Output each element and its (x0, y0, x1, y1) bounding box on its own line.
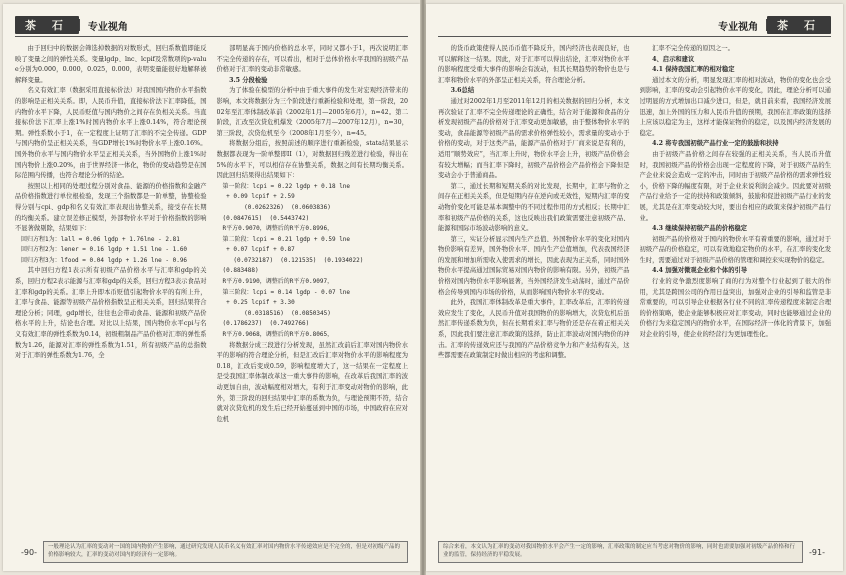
brand-tag: 茶 石 (15, 16, 79, 34)
equation: 回归方程2为：lener = 0.16 lgdp + 1.51 lne - 1.60 (21, 246, 188, 254)
footer-note: 综合来看，本文认为汇率的变动对我国物价水平会产生一定的影响，汇率政策的制定应当考虑对物价的影响，同时也需要加强对初级产品价格和行业的监管，保持经济的平稳发展。 (438, 541, 803, 563)
paragraph: 由于回归中的数据会筛选掉数据的对数形式，回归系数值即能反映了变量之间的弹性关系。变量lgdp、lnc、lcpif及常数项的p-value分别为0.000，0.000，0.025，0.000，表明变量能很好地解释被解释变量。 (15, 45, 207, 84)
paragraph: 的货币政策使得人民币币值不降反升，国内经济也表现良好，也可以解释这一结果。因此，对于汇率可以得出结论，汇率对物价水平的影响程度受重大事件的影响会有波动，但其长期趋势的物价也是与汇率和物价水平的外部呈正相关关系，符合理论分析。 (438, 45, 630, 84)
page-number: -91- (809, 547, 825, 557)
section-heading: 4.1 保持我国汇率的相对稳定 (652, 66, 735, 74)
paragraph: 第三，实证分析显示国内生产总值、外国物价水平的变化对国内物价影响有差异，国外物价水平、国内生产总值增加，代表我国经济的发展和增加所需收入使需求的增长，因此表现为正关系，同时国外物价水平提高通过国际贸易对国内物价的影响有限。另外，初级产品价格对国内物价水平影响显著，当外国经济发生动荡时，通过产品价格会传导到国内市场的价格，从而影响国内物价水平的变动。 (438, 235, 630, 296)
paragraph: 行业的竞争激烈度影响了商的行为对整个行业起到了很大的作用，尤其是跨国公司的作用日益突出，加强对企业的引导和监管是非常重要的，可以引导企业根据各行业不同的汇率传递程度来制定合理的价格策略，使企业能够积极应对汇率变动，同时也能够通过企业的价格行为来稳定国内的物价水平，在国际经济一体化的背景下，加强对企业的引导，使企业的经营行为更加理性化。 (639, 278, 831, 339)
equation: 第二阶段：lcpi = 0.21 lgdp + 0.59 lne + 0.07 lcpif + 0.87 (222, 235, 351, 254)
right-column-2 (640, 44, 832, 531)
paragraph: 汇率不完全传递的原因之一。 (652, 45, 734, 52)
left-page-footer (15, 541, 408, 563)
paragraph: 通过本文的分析，明显发现汇率的相对波动，物价的变化也会受到影响，汇率的变动会引起物价水平的变化，因此，理论分析可以通过明显的方式增加出口减少进口，但是，就目前来看，我国经济发展迅速，加上外国的压力和人民币升值的预期，我国在汇率政策的选择上应该以稳定为主，这样才能保证物价的稳定，以及国内经济发展的稳定。 (639, 76, 831, 137)
section-heading: 4.2 将专我国初级产品行业一定的鼓励和扶持 (652, 140, 779, 148)
section-heading: 4.3 继续保持初级产品的价格稳定 (652, 225, 748, 233)
paragraph: 为了体验在模型的分析中由于重大事件的发生对宏观经济带来的影响，本文将数据分为三个阶段进行重新检验和处理，第一阶段，2002年至汇率体制改革前（2002年1月—2005年6月），n=42。第二阶段，汇改至次贷危机爆发（2005年7月—2007年12月），n=30，第三阶段，次贷危机至今（2008年1月至今），n=45。 (216, 87, 408, 137)
footer-note: 一般理论认为汇率的变动对一国的国内物价产生影响，通过研究发现人民币名义有效汇率对国内物价水平传递效应是不完全的，但是对初级产品的价格影响较大，汇率的变动对国内的经济有一定影响。 (43, 541, 408, 563)
equation: R平方0.9070，调整后的R平方0.8996， (222, 225, 334, 233)
paragraph: 部明显高于国内价格的总水平，同时又都小于1，再次说明汇率不完全传递的存在，可以看出，相对于总体价格水平我国的初级产品价格对于汇率的变动非常敏感。 (216, 45, 408, 74)
section-heading: 4.4 加强对微观企业和个体的引导 (652, 267, 748, 275)
equation: 回归方程1为：lall = 0.06 lgdp + 1.76lne - 2.81 (21, 235, 180, 243)
equation: (0.0318516) (0.0850345) (0.1786237) (0.7492766) (222, 309, 331, 328)
left-page (3, 4, 420, 571)
equation: R平方0.9068，调整后的R平方0.8065， (222, 331, 334, 339)
left-column-2 (217, 44, 409, 531)
section-heading: 4、启示和建议 (652, 55, 695, 63)
section-tag: 专业视角 (718, 21, 759, 33)
paragraph: 第二，通过长期和短期关系的对比发现，长期中，汇率与物价之间存在正相关关系，但是短期内存在逆向或无效性，短期内汇率的变动物价变化可能是基本调整中的不同过程作用的方式相反；长期中汇率和初级产品价格的关系，这也反映出我们政策需要注意初级产品、能源和国际市场波动影响的意义。 (438, 182, 630, 233)
paragraph: 初级产品的价格对于国内的物价水平有着重要的影响，通过对于初级产品的价格稳定，可以有效地稳定物价的水平，在汇率的变化发生时，需要通过对于初级产品价格的管理和调控来实现物价的稳定。 (639, 235, 831, 264)
paragraph: 其中回归方程1表示所有初级产品价格水平与汇率和gdp的关系，回归方程2表示能源与汇率和gdp的关系，回归方程3表示食品对汇率和gdp的关系。汇率上升即本币贬值引起物价水平的有所上升，汇率与食品、能源等初级产品价格指数呈正相关关系，回归结果符合理论分析；同理，gdp增长，往往也会带动食品、能源和初级产品价格水平的上升，结论也合理。对比以上结果，国内物价水平cpi与名义有效汇率的弹性系数为0.14，初级粗制品产品价格对汇率的弹性系数为1.26，能源对汇率的弹性系数为1.51，所有初级产品的总指数对于汇率的弹性系数为1.76，全 (15, 267, 207, 360)
right-page-header (438, 14, 831, 37)
left-page-header (15, 14, 408, 37)
equation: 回归方程3为：lfood = 0.04 lgdp + 1.26 lne - 0.96 (21, 256, 188, 264)
equation: 第三阶段：lcpi = 0.14 lgdp - 0.07 lne + 0.25 lcpif + 3.30 (222, 288, 351, 307)
paragraph: 此外，我国汇率体制改革是重大事件，汇率改革后，汇率的传递效应发生了变化，人民币升值对我国物价的影响增大，次贷危机后虽然汇率传递系数为负，但在长期看来汇率与物价还是存在着正相关关系，因此我们要注意汇率政策的选择，防止汇率波动对国内物价的冲击。汇率的传递效应还与我国的产品价格竞争力和产业结构有关，这些都需要在政策制定时做出相应的考虑和调整。 (438, 299, 630, 360)
right-page-footer (438, 541, 831, 563)
section-heading: 3.6总结 (450, 87, 475, 95)
left-column-1 (15, 44, 207, 531)
paragraph: 名义有效汇率（数据采用直接标价法）对我国国内物价水平指数的影响是正相关关系。即，人民币升值，直接标价法下汇率降低，国内物价水平下降，人民币贬值与国内物价之间存在负相关关系。当直接标价法下汇率上涨1%时国内物价水平上涨0.14%，符合理论预期。弹性系数小于1，在一定程度上证明了汇率的不完全传递。GDP与国内物价呈正相关关系，当GDP增长1%时物价水平上涨0.16%。国外物价水平与国内物价水平呈正相关关系，当外国物价上涨1%时国内物价上涨0.20%，由于世界经济一体化，物价的变动趋势是在国际范围内传播，也符合理论分析的结论。 (15, 87, 207, 180)
paragraph: 按照以上相同的处理过程分别对食品、能源的价格指数和金融产品价格指数进行单位根检验，发现三个指数都是一阶单整，协整检验得分别与cpi、gdp和名义有效汇率表现出协整关系，接受存在长期的均衡关系。建立误差修正模型，外部物价水平对于价格指数的影响不显著做剔除，结果如下： (15, 182, 207, 233)
paragraph: 通过对2002年1月至2011年12月的相关数据的回归分析，本文再次验证了汇率不完全传递理论的正确性，结合对于能源和食品的分析发现初级产品的价格对于汇率变动更加敏感，由于整体物价水平的变动，食品能源等初级产品的需求价格弹性较小，需求量的变动小于价格的变动，对于这类产品，能源产品价格对于厂商来说是有利的，适用“顺势效应”，当汇率上升时，物价水平会上升，初级产品价格会有较大增幅；而当汇率下降时，初级产品价格会产品价格会下降但是变动会小于普通商品。 (438, 97, 630, 180)
paragraph: 将数据分组后，按照前述的顺序进行重新检验，stata结果显示数据都表现为一阶单整即ⅠI（1），对数据回归残差进行检验，得出在5%的水平下，可以相信存在协整关系，数据之间有长期均衡关系。因此回归结果得出结果如下： (216, 140, 408, 180)
right-page-columns (438, 44, 831, 531)
left-page-columns (15, 44, 408, 531)
equation: (0.0732187) (0.121535) (0.1934022) (0.883488) (222, 256, 364, 275)
page-number: -90- (21, 547, 37, 557)
paragraph: 由于初级产品价格之间存在较强的正相关关系，当人民币升值时，我国初级产品的价格会出现一定程度的下降，对于初级产品的生产企业来说会造成一定的冲击，同时由于初级产品价格的需求弹性较小，价格下降的幅度有限，对于企业来说利润会减少。因此要对初级产品行业给予一定的扶持和政策倾斜，鼓励和促进初级产品行业的发展，尤其是在汇率变动较大时，要出台相应的政策来保护初级产品行业。 (639, 150, 831, 222)
section-heading: 3.5 分段检验 (229, 76, 268, 84)
equation: R平方0.9190，调整后的R平方0.9097， (222, 278, 334, 286)
brand-tag: 茶 石 (767, 16, 831, 34)
equation: 第一阶段：lcpi = 0.22 lgdp + 0.18 lne + 0.09 lcpif + 2.59 (222, 182, 351, 201)
right-page (426, 4, 843, 571)
right-column-1 (438, 44, 630, 531)
equation: (0.0262326) (0.0603836) (0.0847615) (0.5443742) (222, 203, 331, 222)
paragraph: 将数据分成三段进行分析发现，虽然汇改前后汇率对国内物价水平的影响的符合理论分析，但是汇改后汇率对物价水平的影响程度为0.18，汇改后变成0.59，影响程度增大了，这一结果在一定程度上是受我国汇率体制改革这一重大事件的影响，在改革后我国汇率的波动更加自由，波动幅度相对增大，有利于汇率变动对物价的影响，此外，第三阶段的回归结果中汇率的系数为负，与理论预期不符，结合就对次贷危机的发生后已经开始蔓延到中国的市场，中国政府在应对危机 (216, 341, 408, 423)
section-tag: 专业视角 (87, 21, 128, 33)
